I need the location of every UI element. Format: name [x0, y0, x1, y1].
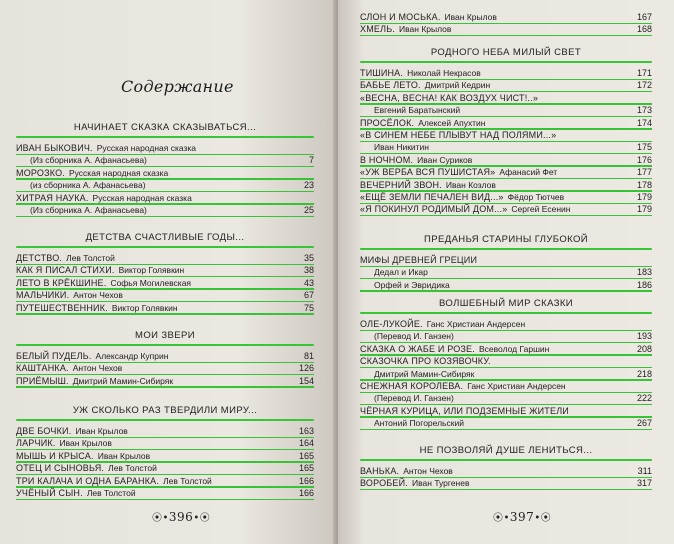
- entry-author: Всеволод Гаршин: [478, 343, 550, 354]
- toc-entry[interactable]: [360, 477, 652, 489]
- entry-source: Евгений Баратынский: [374, 105, 461, 116]
- entry-title: ПРИЁМЫШ.: [16, 375, 69, 386]
- folio-ornament-icon: •⦿: [193, 513, 211, 524]
- entry-page-number: 23: [303, 180, 314, 191]
- entry-page-number: 43: [303, 277, 314, 288]
- entry-title: ТРИ КАЛАЧА И ОДНА БАРАНКА.: [16, 475, 160, 486]
- entry-title: «ЕЩЁ ЗЕМЛИ ПЕЧАЛЕН ВИД...»: [360, 192, 504, 202]
- entry-page-number: 311: [637, 466, 652, 476]
- entry-title: «В СИНЕМ НЕБЕ ПЛЫВУТ НАД ПОЛЯМИ...»: [360, 130, 557, 140]
- entry-title: ОТЕЦ И СЫНОВЬЯ.: [16, 463, 105, 474]
- entry-page-number: 7: [308, 155, 314, 166]
- section-divider: [16, 136, 314, 138]
- toc-entry[interactable]: [360, 117, 652, 129]
- entry-source: Иван Никитин: [374, 142, 430, 153]
- toc-entry-subline[interactable]: [360, 417, 652, 429]
- entry-page-number: 172: [636, 80, 652, 91]
- entry-title: МОРОЗКО.: [16, 167, 65, 178]
- entry-author: Дмитрий Кедрин: [424, 80, 491, 91]
- section-heading: ВОЛШЕБНЫЙ МИР СКАЗКИ: [439, 298, 573, 309]
- entry-title: КАК Я ПИСАЛ СТИХИ.: [16, 265, 115, 276]
- entry-title: ХИТРАЯ НАУКА.: [16, 192, 89, 203]
- entry-author: Русская народная сказка: [68, 167, 169, 178]
- section-divider: [16, 246, 314, 248]
- entry-source: Дедал и Икар: [374, 267, 428, 278]
- entry-author: Иван Крылов: [97, 450, 151, 461]
- entry-page-number: 317: [636, 478, 652, 489]
- entry-source: Дмитрий Мамин-Сибиряк: [374, 368, 475, 379]
- entry-title: «ВЕСНА, ВЕСНА! КАК ВОЗДУХ ЧИСТ!..»: [360, 92, 539, 103]
- entry-page-number: 167: [636, 12, 652, 22]
- entry-author: Виктор Голявкин: [111, 302, 178, 313]
- entry-author: Иван Тургенев: [412, 478, 470, 489]
- entry-underline: [360, 489, 652, 491]
- toc-entry[interactable]: [16, 142, 314, 154]
- toc-entry[interactable]: [360, 179, 652, 191]
- toc-entry[interactable]: [360, 254, 652, 266]
- entry-underline: [16, 313, 314, 315]
- entry-title: ЧЁРНАЯ КУРИЦА, ИЛИ ПОДЗЕМНЫЕ ЖИТЕЛИ: [360, 405, 569, 416]
- toc-entry[interactable]: [16, 350, 314, 362]
- entry-source: (Перевод И. Ганзен): [374, 393, 454, 404]
- entry-author: Русская народная сказка: [92, 192, 192, 203]
- toc-entry[interactable]: [16, 375, 314, 387]
- toc-entry[interactable]: [360, 154, 652, 166]
- entry-title: ДЕТСТВО.: [16, 253, 63, 263]
- entry-underline: [360, 290, 652, 292]
- section-divider: [360, 61, 652, 63]
- entry-title: ОЛЕ-ЛУКОЙЕ.: [360, 319, 423, 329]
- entry-title: БЕЛЫЙ ПУДЕЛЬ.: [16, 351, 92, 361]
- entry-page-number: 176: [636, 154, 652, 165]
- entry-source: (Из сборника А. Афанасьева): [30, 205, 147, 215]
- entry-underline: [360, 215, 652, 217]
- right-folio: [493, 509, 551, 524]
- toc-entry[interactable]: [16, 462, 314, 474]
- entry-source: (из сборника А. Афанасьева): [30, 180, 146, 191]
- toc-entry[interactable]: [16, 192, 314, 204]
- toc-entry[interactable]: [16, 252, 314, 264]
- entry-title: «УЖ ВЕРБА ВСЯ ПУШИСТАЯ»: [360, 167, 496, 178]
- entry-page-number: 35: [303, 253, 314, 263]
- toc-entry[interactable]: [16, 167, 314, 179]
- toc-entry[interactable]: [360, 355, 652, 367]
- entry-page-number: 163: [298, 426, 314, 436]
- toc-entry[interactable]: [360, 405, 652, 417]
- entry-author: Русская народная сказка: [96, 143, 197, 153]
- right-page: [338, 0, 674, 544]
- entry-author: Иван Крылов: [399, 24, 452, 35]
- entry-page-number: 154: [298, 375, 314, 386]
- section-heading: НАЧИНАЕТ СКАЗКА СКАЗЫВАТЬСЯ...: [73, 122, 257, 133]
- section-heading: ПРЕДАНЬЯ СТАРИНЫ ГЛУБОКОЙ: [424, 234, 588, 245]
- entry-title: ВОРОБЕЙ.: [360, 478, 408, 489]
- toc-entry[interactable]: [16, 264, 314, 276]
- entry-title: МЫШЬ И КРЫСА.: [16, 450, 94, 461]
- entry-page-number: 25: [303, 205, 314, 215]
- entry-author: Николай Некрасов: [407, 68, 481, 78]
- toc-entry[interactable]: [360, 380, 652, 392]
- entry-page-number: 179: [636, 204, 652, 215]
- entry-page-number: 186: [636, 279, 652, 290]
- toc-entry[interactable]: [16, 302, 314, 314]
- entry-page-number: 168: [636, 24, 652, 35]
- toc-entry[interactable]: [360, 92, 652, 104]
- entry-title: ПУТЕШЕСТВЕННИК.: [16, 302, 108, 313]
- entry-underline: [360, 429, 652, 431]
- entry-title: ТИШИНА.: [360, 68, 404, 78]
- section-divider: [16, 344, 314, 346]
- right-page-number: 397: [509, 510, 535, 524]
- entry-page-number: 165: [298, 450, 314, 461]
- toc-entry[interactable]: [360, 203, 652, 215]
- entry-author: Иван Суриков: [417, 154, 473, 165]
- entry-author: Сергей Есенин: [511, 204, 571, 215]
- entry-page-number: 165: [298, 463, 314, 474]
- folio-ornament-icon: ⦿•: [152, 513, 169, 524]
- entry-page-number: 173: [636, 105, 652, 116]
- entry-page-number: 177: [636, 167, 652, 178]
- entry-author: Алексей Апухтин: [418, 117, 486, 128]
- entry-title: СЛОН И МОСЬКА.: [360, 12, 441, 22]
- entry-title: СНЕЖНАЯ КОРОЛЕВА.: [360, 381, 464, 391]
- toc-entry[interactable]: [16, 425, 314, 437]
- entry-author: Софья Могилевская: [110, 277, 192, 288]
- entry-title: ХМЕЛЬ.: [360, 24, 396, 35]
- entry-page-number: 174: [636, 117, 652, 128]
- toc-entry-subline[interactable]: [360, 266, 652, 278]
- entry-title: МИФЫ ДРЕВНЕЙ ГРЕЦИИ: [360, 255, 478, 265]
- toc-entry[interactable]: [360, 166, 652, 178]
- toc-entry-subline[interactable]: [360, 330, 652, 342]
- entry-page-number: 126: [298, 363, 314, 374]
- toc-entry[interactable]: [360, 343, 652, 355]
- entry-page-number: 166: [298, 475, 314, 486]
- entry-title: В НОЧНОМ.: [360, 154, 414, 165]
- section-divider: [360, 459, 652, 461]
- section-heading: ДЕТСТВА СЧАСТЛИВЫЕ ГОДЫ...: [85, 232, 245, 243]
- entry-title: ИВАН БЫКОВИЧ.: [16, 143, 93, 153]
- toc-entry[interactable]: [16, 362, 314, 374]
- section-heading: РОДНОГО НЕБА МИЛЫЙ СВЕТ: [430, 47, 582, 58]
- section-heading: МОИ ЗВЕРИ: [135, 330, 195, 341]
- left-folio: [152, 509, 210, 524]
- entry-author: Иван Крылов: [75, 426, 128, 436]
- entry-author: Ганс Христиан Андерсен: [426, 319, 526, 329]
- entry-page-number: 81: [303, 351, 314, 361]
- toc-entry[interactable]: [360, 129, 652, 141]
- toc-entry[interactable]: [360, 11, 652, 23]
- entry-page-number: 67: [303, 290, 314, 301]
- toc-entry[interactable]: [360, 79, 652, 91]
- entry-page-number: 164: [298, 438, 314, 449]
- entry-page-number: 208: [636, 343, 652, 354]
- entry-source: Антоний Погорельский: [374, 418, 464, 429]
- entry-title: ПРОСЁЛОК.: [360, 117, 415, 128]
- entry-page-number: 193: [636, 331, 652, 342]
- entry-title: БАБЬЕ ЛЕТО.: [360, 80, 421, 91]
- entry-title: СКАЗОЧКА ПРО КОЗЯВОЧКУ.: [360, 356, 491, 367]
- folio-ornament-icon: ⦿•: [493, 513, 510, 524]
- entry-author: Лев Толстой: [108, 463, 157, 474]
- toc-entry-subline[interactable]: [360, 104, 652, 116]
- entry-underline: [16, 386, 314, 388]
- entry-title: ЛЕТО В КРЁКШИНЕ.: [16, 277, 107, 288]
- toc-entry-subline[interactable]: [360, 392, 652, 404]
- toc-entry[interactable]: [360, 465, 652, 477]
- toc-entry-subline[interactable]: [360, 368, 652, 380]
- entry-page-number: 178: [636, 179, 652, 190]
- toc-entry-subline[interactable]: [360, 279, 652, 291]
- section-divider: [360, 312, 652, 314]
- entry-author: Виктор Голявкин: [118, 265, 185, 276]
- entry-page-number: 222: [636, 393, 652, 404]
- entry-author: Иван Крылов: [444, 12, 497, 22]
- entry-page-number: 175: [636, 142, 652, 153]
- entry-title: «Я ПОКИНУЛ РОДИМЫЙ ДОМ...»: [360, 204, 508, 215]
- entry-author: Иван Крылов: [59, 438, 112, 449]
- entry-underline: [16, 216, 314, 218]
- toc-entry[interactable]: [16, 487, 314, 499]
- entry-page-number: 75: [303, 302, 314, 313]
- entry-title: ВЕЧЕРНИЙ ЗВОН.: [360, 179, 442, 190]
- entry-author: Антон Чехов: [72, 363, 123, 374]
- toc-entry-subline[interactable]: [360, 141, 652, 153]
- toc-entry[interactable]: [360, 318, 652, 330]
- entry-page-number: 166: [298, 488, 314, 498]
- toc-entry-subline[interactable]: [16, 179, 314, 191]
- entry-author: Антон Чехов: [73, 290, 123, 301]
- toc-entry[interactable]: [360, 67, 652, 79]
- entry-title: ЛАРЧИК.: [16, 438, 56, 449]
- entry-underline: [360, 35, 652, 37]
- toc-entry[interactable]: [16, 289, 314, 301]
- entry-title: СКАЗКА О ЖАБЕ И РОЗЕ.: [360, 343, 475, 354]
- entry-author: Александр Куприн: [95, 351, 169, 361]
- left-page-number: 396: [168, 510, 194, 524]
- entry-page-number: 267: [636, 418, 652, 429]
- entry-page-number: 183: [636, 267, 652, 278]
- section-heading: УЖ СКОЛЬКО РАЗ ТВЕРДИЛИ МИРУ...: [72, 405, 258, 416]
- toc-entry[interactable]: [360, 23, 652, 35]
- entry-page-number: 218: [636, 368, 652, 379]
- toc-entry-subline[interactable]: [16, 204, 314, 216]
- entry-author: Лев Толстой: [66, 253, 115, 263]
- entry-underline: [16, 499, 314, 501]
- toc-title: Содержание: [121, 77, 234, 96]
- entry-page-number: 179: [636, 192, 652, 202]
- entry-author: Афанасий Фет: [499, 167, 558, 178]
- entry-author: Иван Козлов: [445, 179, 496, 190]
- entry-source: (Перевод И. Ганзен): [374, 331, 454, 342]
- entry-author: Лев Толстой: [86, 488, 136, 498]
- entry-author: Ганс Христиан Андерсен: [467, 381, 566, 391]
- folio-ornament-icon: •⦿: [534, 513, 552, 524]
- entry-title: УЧЁНЫЙ СЫН.: [16, 488, 83, 498]
- section-divider: [360, 248, 652, 250]
- entry-author: Фёдор Тютчев: [507, 192, 565, 202]
- toc-entry[interactable]: [16, 450, 314, 462]
- entry-source: Орфей и Эвридика: [374, 279, 450, 290]
- toc-entry[interactable]: [16, 475, 314, 487]
- section-heading: НЕ ПОЗВОЛЯЙ ДУШЕ ЛЕНИТЬСЯ...: [419, 445, 593, 456]
- entry-title: КАШТАНКА.: [16, 363, 69, 374]
- entry-page-number: 171: [636, 68, 652, 78]
- entry-page-number: 38: [303, 265, 314, 276]
- toc-entry[interactable]: [360, 191, 652, 203]
- toc-entry[interactable]: [16, 277, 314, 289]
- entry-title: ДВЕ БОЧКИ.: [16, 426, 72, 436]
- toc-entry[interactable]: [16, 437, 314, 449]
- toc-entry-subline[interactable]: [16, 154, 314, 166]
- entry-title: МАЛЬЧИКИ.: [16, 290, 70, 301]
- entry-author: Дмитрий Мамин-Сибиряк: [72, 375, 174, 386]
- entry-title: ВАНЬКА.: [360, 466, 400, 476]
- entry-source: (Из сборника А. Афанасьева): [30, 155, 147, 166]
- entry-author: Лев Толстой: [163, 475, 212, 486]
- section-divider: [16, 419, 314, 421]
- entry-author: Антон Чехов: [403, 466, 453, 476]
